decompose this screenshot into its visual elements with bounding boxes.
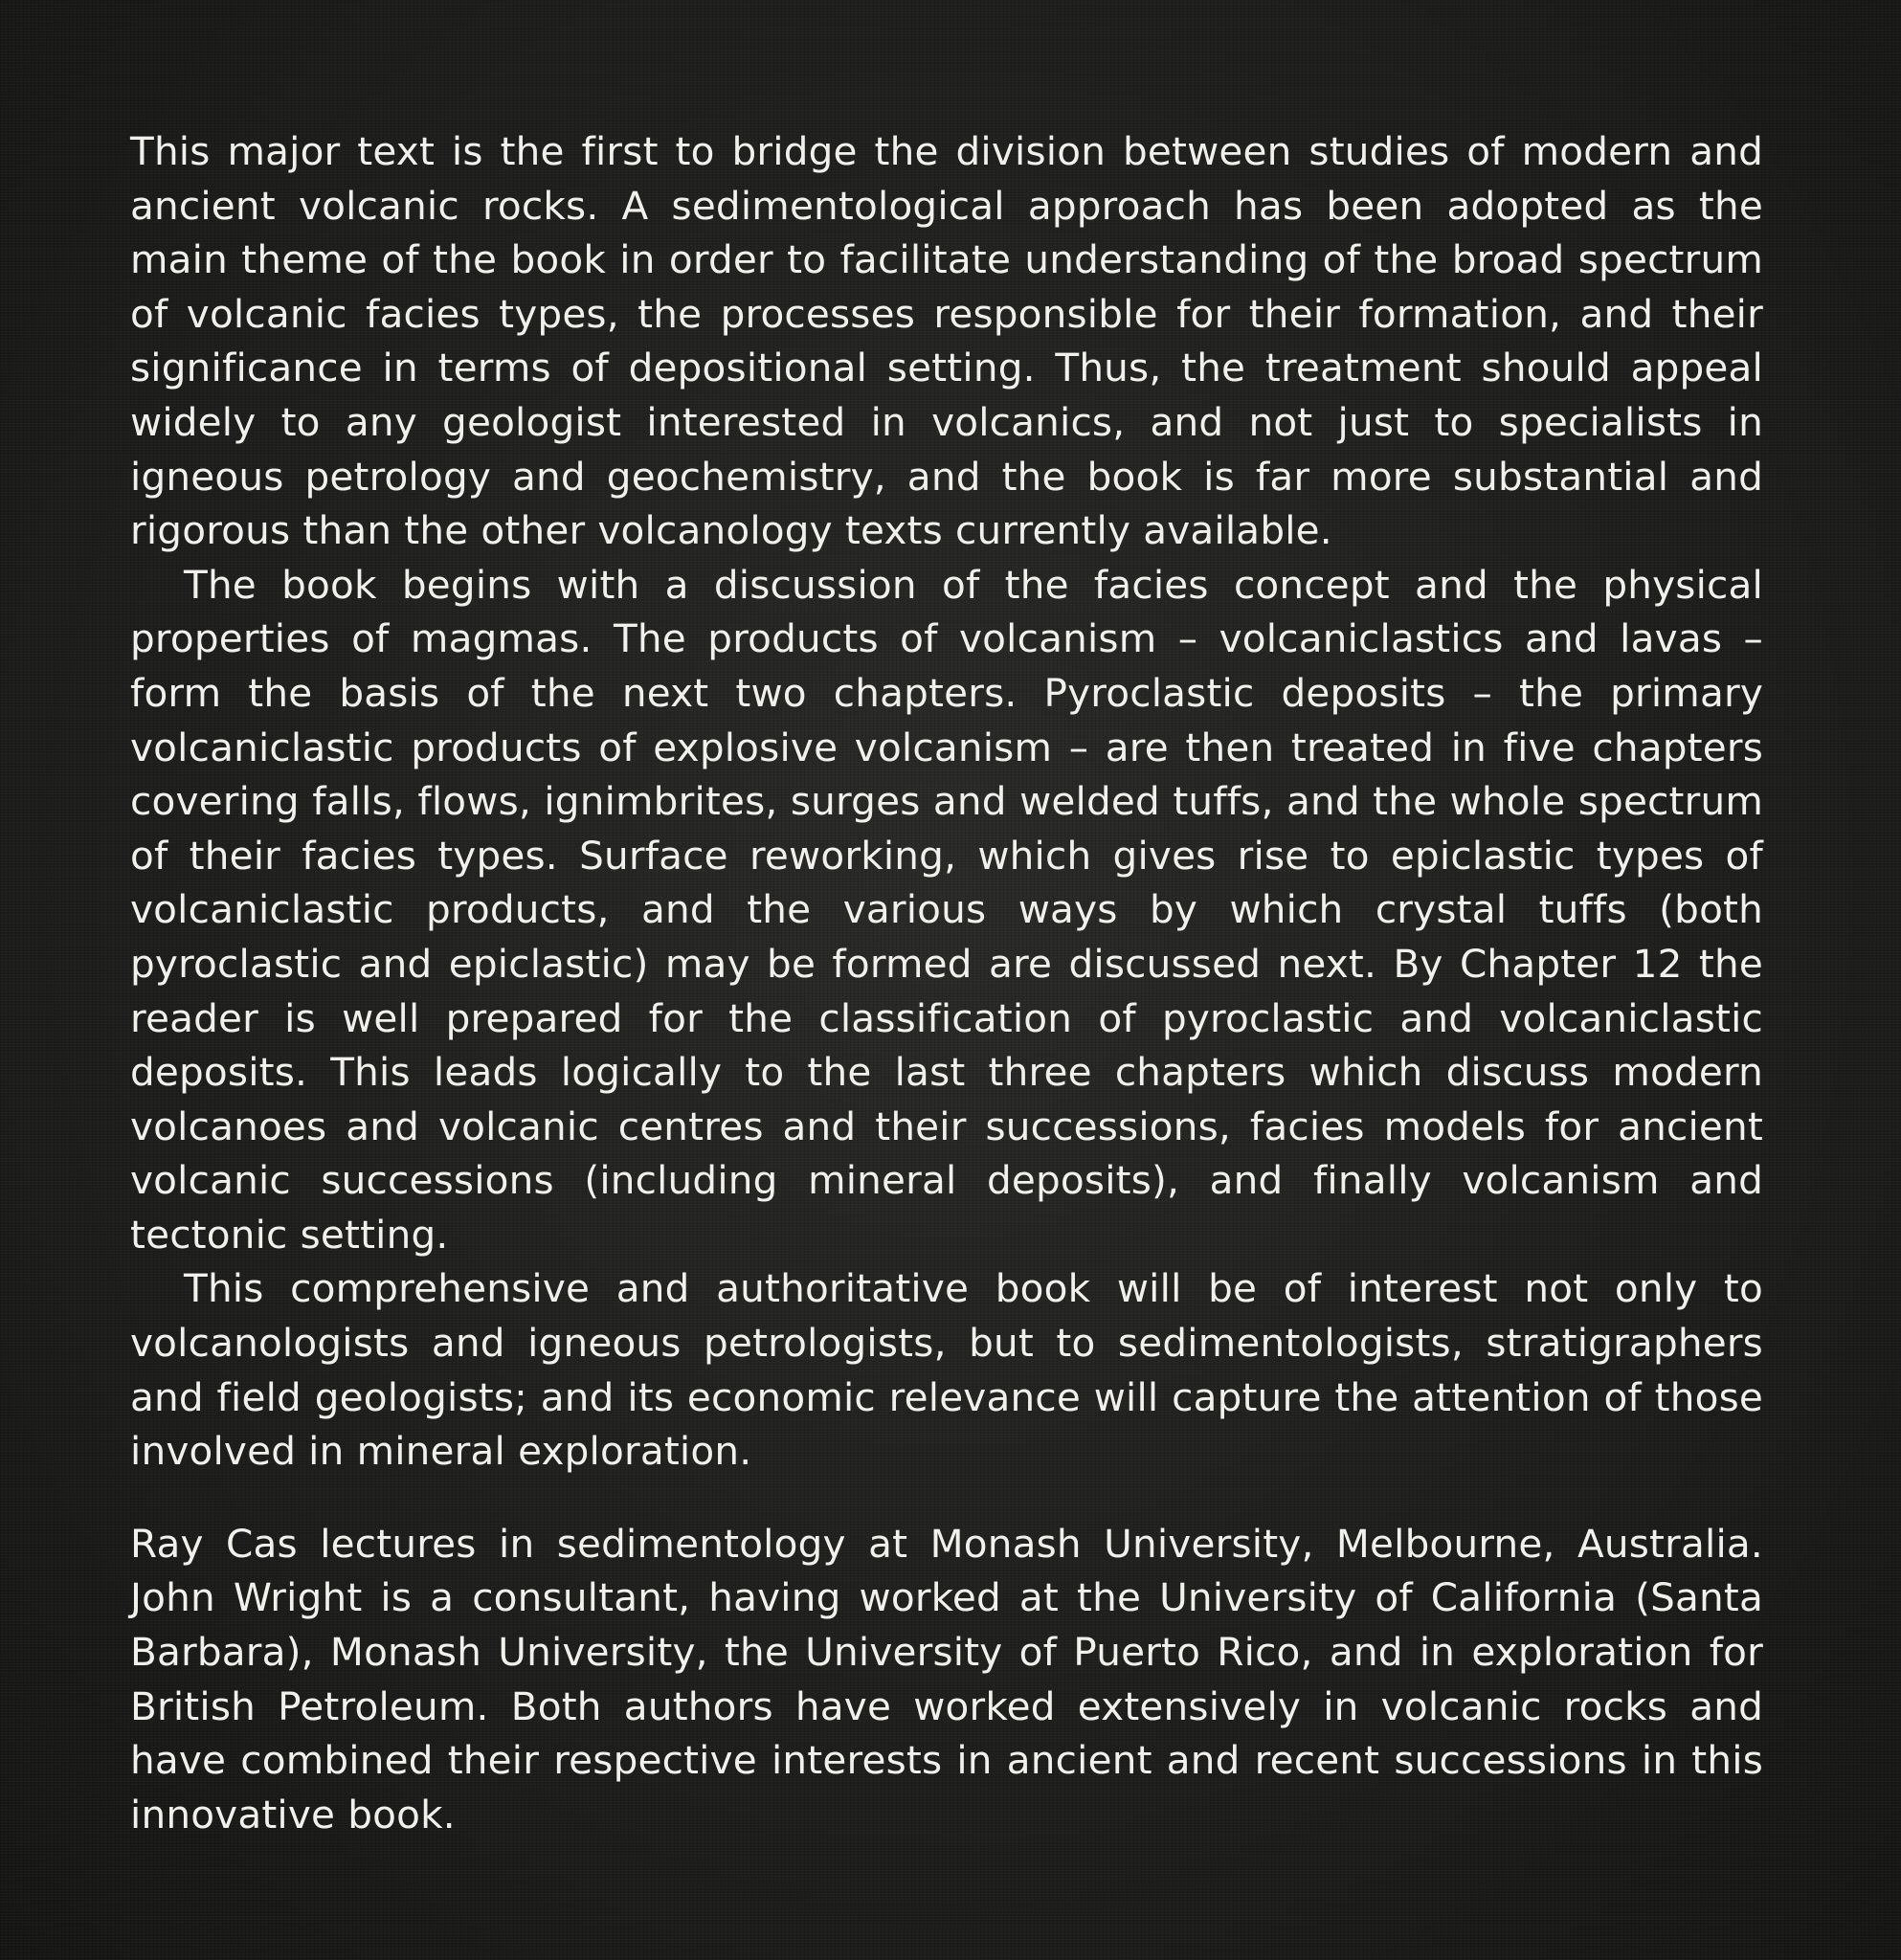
authors-biography: Ray Cas lectures in sedimentology at Monash University, Melbourne, Australia. John Wright is a consultant, having worked at the University of California (Santa Barbara), Monash University, the University of Puerto Rico, and in exploration for British Petroleum. Both authors have worked extensively in volcanic rocks and have combined their respective interests in ancient and recent successions in this innovative book.: [130, 1520, 1763, 1838]
description-paragraph-1: This major text is the first to bridge the division between studies of modern and ancient volcanic rocks. A sedimentological approach has been adopted as the main theme of the book in order to facilitate understanding of the broad spectrum of volcanic facies types, the processes responsible for their formation, and their significance in terms of depositional setting. Thus, the treatment should appeal widely to any geologist interested in volcanics, and not just to specialists in igneous petrology and geochemistry, and the book is far more substantial and rigorous than the other volcanology texts currently available.: [130, 128, 1763, 554]
blurb-text: [130, 124, 1763, 1841]
description-paragraph-2: The book begins with a discussion of the facies concept and the physical properties of magmas. The products of volcanism – volcaniclastics and lavas – form the basis of the next two chapters. Pyroclastic deposits – the primary volcaniclastic products of explosive volcanism – are then treated in five chapters covering falls, flows, ignimbrites, surges and welded tuffs, and the whole spectrum of their facies types. Surface reworking, which gives rise to epiclastic types of volcaniclastic products, and the various ways by which crystal tuffs (both pyroclastic and epiclastic) may be formed are discussed next. By Chapter 12 the reader is well prepared for the classification of pyroclastic and volcaniclastic deposits. This leads logically to the last three chapters which discuss modern volcanoes and volcanic centres and their successions, facies models for ancient volcanic successions (including mineral deposits), and finally volcanism and tectonic setting.: [130, 561, 1763, 1258]
description-paragraph-3: This comprehensive and authoritative book will be of interest not only to volcanologists and igneous petrologists, but to sedimentologists, stratigraphers and field geologists; and its economic relevance will capture the attention of those involved in mineral exploration.: [130, 1265, 1763, 1475]
